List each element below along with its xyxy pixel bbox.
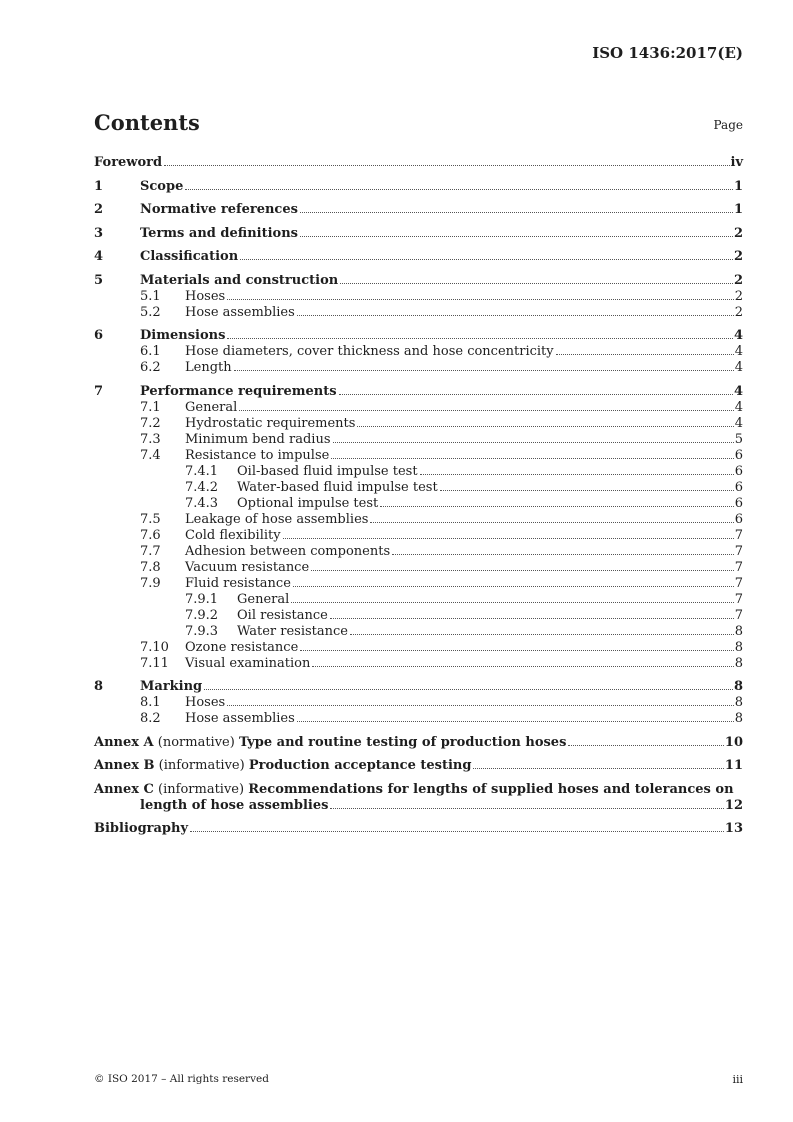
toc-entry-title: Cold flexibility (185, 527, 281, 543)
toc-entry-page: 2 (733, 225, 743, 241)
toc-entry-title: General (185, 399, 238, 415)
toc-entry-subsection-7-5[interactable] (94, 512, 743, 528)
toc-entry-number: 7.7 (140, 543, 161, 559)
page-number: iii (732, 1073, 743, 1086)
annex-label: Annex C (94, 781, 154, 797)
toc-entry-title: Hose diameters, cover thickness and hose concentricity (185, 344, 554, 359)
dot-leader (340, 283, 733, 284)
toc-entry-page: 4 (733, 383, 743, 399)
dot-leader (300, 650, 733, 651)
toc-entry-page: 4 (734, 415, 743, 431)
toc-entry-title: Scope (140, 178, 184, 194)
toc-entry-title: Vacuum resistance (185, 559, 310, 575)
toc-entry-number: 7.3 (140, 431, 161, 447)
toc-entry-section-3[interactable] (94, 226, 743, 242)
dot-leader (293, 586, 734, 587)
toc-entry-page: 7 (734, 607, 743, 623)
dot-leader (239, 410, 733, 411)
dot-leader (339, 394, 733, 395)
toc-entry-page: 2 (733, 249, 743, 264)
annex-kind: (informative) (158, 758, 245, 773)
toc-entry-title: Hydrostatic requirements (185, 415, 356, 431)
toc-entry-number: 5.2 (140, 304, 161, 320)
toc-entry-subsection-7-4[interactable] (94, 448, 743, 464)
toc-entry-page: 2 (733, 272, 743, 288)
page-column-label: Page (713, 118, 743, 132)
annex-label: Annex B (94, 758, 155, 773)
dot-leader (227, 299, 734, 300)
toc-entry-number: 6 (94, 328, 104, 343)
annex-label: Annex A (94, 734, 154, 750)
toc-entry-title: Hose assemblies (185, 711, 295, 726)
document-code: ISO 1436:2017(E) (592, 44, 743, 62)
table-of-contents (94, 155, 743, 837)
toc-entry-title: Visual examination (185, 655, 311, 671)
dot-leader (556, 354, 734, 355)
toc-entry-page: 2 (734, 304, 743, 320)
toc-entry-page: 7 (734, 575, 743, 591)
toc-entry-page: 6 (734, 495, 743, 511)
dot-leader (440, 490, 734, 491)
dot-leader (370, 522, 733, 523)
dot-leader (473, 768, 723, 769)
toc-entry-title: Length (185, 360, 232, 375)
toc-entry-number: 7.9 (140, 575, 161, 591)
dot-leader (380, 506, 733, 507)
toc-entry-page: 8 (734, 711, 743, 726)
dot-leader (297, 315, 734, 316)
annex-title: Production acceptance testing (248, 758, 472, 773)
toc-entry-page: 8 (734, 695, 743, 710)
toc-entry-subsection-7-9-3[interactable] (94, 624, 743, 640)
toc-entry-section-6[interactable] (94, 328, 743, 344)
dot-leader (240, 259, 733, 260)
toc-entry-title: Oil resistance (237, 607, 328, 623)
toc-entry-title: Fluid resistance (185, 575, 291, 591)
toc-entry-section-5[interactable] (94, 273, 743, 289)
toc-entry-page: 13 (724, 821, 743, 836)
dot-leader (291, 602, 733, 603)
toc-entry-number: 7.11 (140, 655, 169, 671)
toc-entry-page: 7 (734, 559, 743, 575)
toc-entry-title: Hoses (185, 695, 226, 710)
toc-entry-page: 2 (734, 288, 743, 304)
toc-entry-page: 6 (734, 511, 743, 527)
toc-entry-number: 6.1 (140, 344, 161, 359)
toc-entry-subsection-8-2[interactable] (94, 711, 743, 727)
dot-leader (300, 236, 733, 237)
toc-entry-page: 4 (733, 328, 743, 343)
toc-entry-subsection-7-9-2[interactable] (94, 608, 743, 624)
toc-entry-subsection-6-1[interactable] (94, 344, 743, 360)
toc-entry-annex-c-line1[interactable] (94, 782, 743, 798)
toc-entry-number: 5.1 (140, 288, 161, 304)
toc-entry-subsection-7-10[interactable] (94, 640, 743, 656)
toc-entry-number: 8.2 (140, 711, 161, 726)
toc-entry-number: 7.10 (140, 639, 169, 655)
toc-entry-number: 7.9.1 (185, 591, 219, 607)
toc-entry-title: Foreword (94, 155, 163, 170)
dot-leader (333, 442, 734, 443)
toc-entry-page: 5 (734, 431, 743, 447)
toc-entry-foreword[interactable] (94, 155, 743, 171)
toc-entry-title: Bibliography (94, 821, 189, 836)
toc-entry-title: Hose assemblies (185, 304, 295, 320)
toc-entry-number: 7.9.3 (185, 623, 219, 639)
toc-entry-number: 7.9.2 (185, 607, 219, 623)
toc-entry-number: 7.4.1 (185, 463, 219, 479)
toc-entry-page: 4 (734, 360, 743, 375)
toc-entry-subsection-5-1[interactable] (94, 289, 743, 305)
dot-leader (164, 165, 729, 166)
toc-entry-subsection-8-1[interactable] (94, 695, 743, 711)
toc-entry-page: 12 (724, 797, 743, 813)
toc-entry-number: 7.1 (140, 399, 161, 415)
toc-entry-annex-b[interactable] (94, 758, 743, 774)
dot-leader (204, 689, 733, 690)
toc-entry-number: 1 (94, 178, 104, 194)
toc-entry-title: Dimensions (140, 328, 226, 343)
annex-title-continued: length of hose assemblies (140, 797, 329, 813)
dot-leader (185, 189, 733, 190)
toc-entry-annex-c-line2[interactable] (94, 798, 743, 814)
toc-entry-number: 8.1 (140, 695, 161, 710)
toc-entry-subsection-7-4-3[interactable] (94, 496, 743, 512)
toc-entry-subsection-7-3[interactable] (94, 432, 743, 448)
toc-entry-title: Ozone resistance (185, 639, 299, 655)
dot-leader (190, 831, 724, 832)
dot-leader (357, 426, 733, 427)
toc-entry-subsection-7-2[interactable] (94, 416, 743, 432)
toc-entry-subsection-6-2[interactable] (94, 360, 743, 376)
dot-leader (568, 745, 724, 746)
toc-entry-subsection-7-9-1[interactable] (94, 592, 743, 608)
toc-entry-page: 4 (734, 344, 743, 359)
toc-entry-page: 11 (724, 758, 743, 773)
toc-entry-number: 8 (94, 679, 104, 694)
toc-entry-subsection-7-1[interactable] (94, 400, 743, 416)
toc-entry-page: 4 (734, 399, 743, 415)
toc-entry-page: 7 (734, 543, 743, 559)
toc-entry-section-7[interactable] (94, 384, 743, 400)
toc-entry-title: Leakage of hose assemblies (185, 511, 369, 527)
toc-entry-title: Resistance to impulse (185, 447, 330, 463)
toc-entry-subsection-7-4-2[interactable] (94, 480, 743, 496)
copyright-notice: © ISO 2017 – All rights reserved (94, 1073, 269, 1085)
annex-title: Recommendations for lengths of supplied hoses and tolerances on (248, 781, 734, 797)
toc-entry-page: iv (730, 155, 743, 170)
toc-entry-page: 1 (733, 202, 743, 217)
toc-entry-subsection-7-11[interactable] (94, 656, 743, 672)
toc-entry-title: Materials and construction (140, 272, 339, 288)
toc-entry-title: Hoses (185, 288, 226, 304)
toc-entry-page: 6 (734, 447, 743, 463)
toc-entry-number: 6.2 (140, 360, 161, 375)
toc-entry-section-1[interactable] (94, 179, 743, 195)
dot-leader (350, 634, 734, 635)
toc-entry-number: 7.6 (140, 527, 161, 543)
toc-entry-title: Performance requirements (140, 383, 337, 399)
dot-leader (330, 618, 734, 619)
toc-entry-number: 7.8 (140, 559, 161, 575)
toc-entry-number: 7.4.2 (185, 479, 219, 495)
toc-entry-title: Classification (140, 249, 239, 264)
toc-entry-page: 8 (734, 623, 743, 639)
toc-entry-section-4[interactable] (94, 249, 743, 265)
toc-entry-title: Water resistance (237, 623, 348, 639)
toc-entry-page: 7 (734, 591, 743, 607)
dot-leader (227, 705, 734, 706)
toc-entry-page: 1 (733, 178, 743, 194)
dot-leader (420, 474, 734, 475)
dot-leader (392, 554, 734, 555)
toc-entry-number: 7.4.3 (185, 495, 219, 511)
toc-entry-number: 3 (94, 225, 104, 241)
toc-entry-bibliography[interactable] (94, 821, 743, 837)
toc-entry-page: 7 (734, 527, 743, 543)
toc-entry-title: Marking (140, 679, 203, 694)
dot-leader (312, 666, 733, 667)
annex-kind: (informative) (158, 781, 245, 797)
toc-entry-page: 10 (724, 734, 743, 750)
toc-entry-number: 4 (94, 249, 104, 264)
toc-entry-page: 8 (734, 655, 743, 671)
toc-entry-title: Terms and definitions (140, 225, 298, 241)
dot-leader (297, 721, 734, 722)
toc-entry-number: 2 (94, 202, 104, 217)
dot-leader (331, 458, 733, 459)
toc-entry-page: 8 (734, 639, 743, 655)
toc-entry-title: Adhesion between components (185, 543, 391, 559)
toc-entry-subsection-7-8[interactable] (94, 560, 743, 576)
toc-entry-section-8[interactable] (94, 679, 743, 695)
toc-entry-page: 8 (733, 679, 743, 694)
dot-leader (283, 538, 734, 539)
toc-entry-subsection-7-7[interactable] (94, 544, 743, 560)
dot-leader (300, 212, 733, 213)
toc-entry-number: 5 (94, 272, 104, 288)
toc-entry-subsection-7-9[interactable] (94, 576, 743, 592)
toc-entry-subsection-7-6[interactable] (94, 528, 743, 544)
annex-title: Type and routine testing of production hoses (238, 734, 567, 750)
toc-entry-annex-a[interactable] (94, 735, 743, 751)
page-title: Contents (94, 110, 200, 135)
dot-leader (234, 370, 734, 371)
toc-entry-title: Water-based fluid impulse test (237, 479, 438, 495)
toc-entry-section-2[interactable] (94, 202, 743, 218)
toc-entry-number: 7.2 (140, 415, 161, 431)
dot-leader (330, 808, 724, 809)
annex-kind: (normative) (157, 734, 235, 750)
toc-entry-title: Optional impulse test (237, 495, 379, 511)
toc-entry-title: Oil-based fluid impulse test (237, 463, 418, 479)
toc-entry-title: Minimum bend radius (185, 431, 331, 447)
toc-entry-page: 6 (734, 479, 743, 495)
toc-entry-number: 7 (94, 383, 104, 399)
toc-entry-subsection-7-4-1[interactable] (94, 464, 743, 480)
toc-entry-number: 7.4 (140, 447, 161, 463)
dot-leader (311, 570, 734, 571)
dot-leader (227, 338, 733, 339)
toc-entry-title: General (237, 591, 290, 607)
toc-entry-title: Normative references (140, 202, 298, 217)
toc-entry-page: 6 (734, 463, 743, 479)
toc-entry-number: 7.5 (140, 511, 161, 527)
toc-entry-subsection-5-2[interactable] (94, 305, 743, 321)
